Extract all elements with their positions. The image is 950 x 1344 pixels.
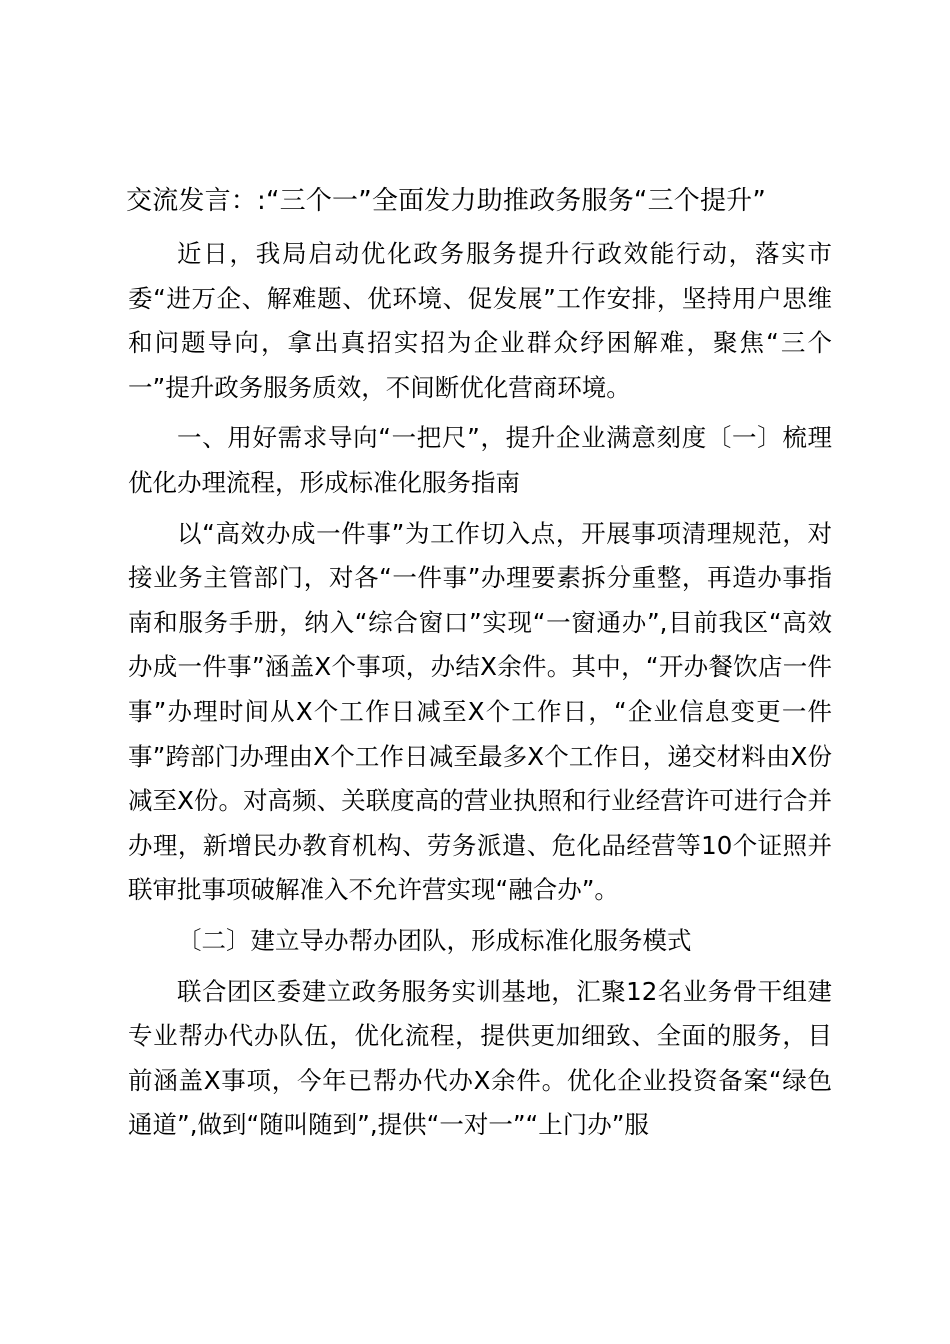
body-paragraph-2: 联合团区委建立政务服务实训基地，汇聚12名业务骨干组建专业帮办代办队伍，优化流程，提供更加细致、全面的服务，目前涵盖X事项，今年已帮办代办X余件。优化企业投资备案“绿色通道”,做到“随叫随到”,提供“一对一”“上门办”服 xyxy=(128,976,832,1140)
intro-paragraph: 近日，我局启动优化政务服务提升行政效能行动，落实市委“进万企、解难题、优环境、促发展”工作安排，坚持用户思维和问题导向，拿出真招实招为企业群众纾困解难，聚焦“三个一”提升政务服务质效，不间断优化营商环境。 xyxy=(128,239,832,402)
section-heading-1: 一、用好需求导向“一把尺”，提升企业满意刻度〔一〕梳理优化办理流程，形成标准化服务指南 xyxy=(128,423,832,497)
body-paragraph-1: 以“高效办成一件事”为工作切入点，开展事项清理规范，对接业务主管部门，对各“一件事”办理要素拆分重整，再造办事指南和服务手册，纳入“综合窗口”实现“一窗通办”,目前我区“高效办成一件事”涵盖X个事项，办结X余件。其中，“开办餐饮店一件事”办理时间从X个工作日减至X个工作日，“企业信息变更一件事”跨部门办理由X个工作日减至最多X个工作日，递交材料由X份减至X份。对高频、关联度高的营业执照和行业经营许可进行合并办理，新增民办教育机构、劳务派遣、危化品经营等10个证照并联审批事项破解准入不允许营实现“融合办”。 xyxy=(128,518,832,905)
document-body xyxy=(128,176,832,1148)
document-title: 交流发言：:“三个一”全面发力助推政务服务“三个提升” xyxy=(126,186,767,216)
subsection-heading-2: 〔二〕建立导办帮办团队，形成标准化服务模式 xyxy=(177,925,692,955)
